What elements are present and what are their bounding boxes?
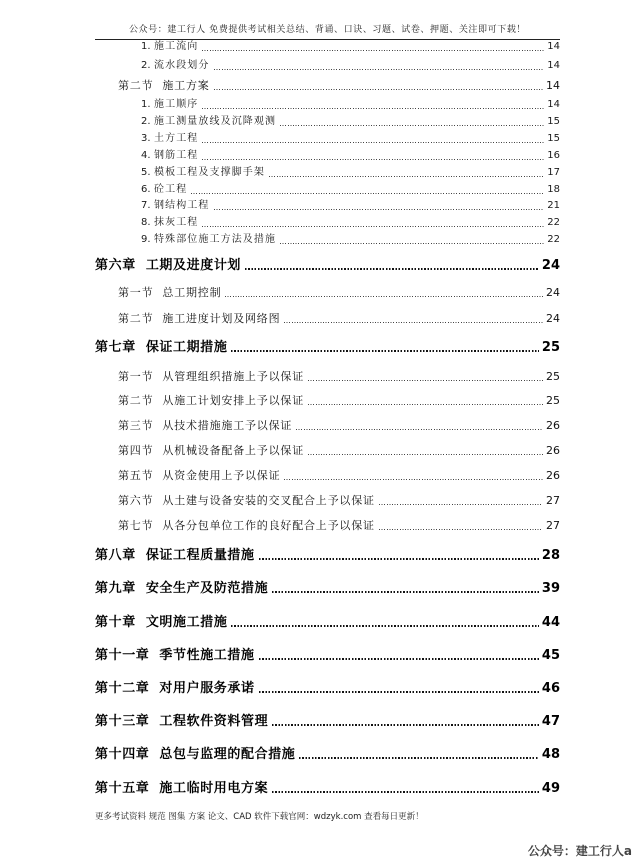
toc-dot-leader [299,757,538,759]
toc-dot-leader [214,89,543,90]
toc-entry-number: 6. [141,184,151,195]
toc-dot-leader [259,558,539,560]
toc-dot-leader [308,454,543,455]
toc-dot-leader [280,243,544,244]
toc-page-number: 27 [546,519,560,532]
toc-entry-number: 第二节 [118,394,154,407]
toc-page-number: 14 [546,79,560,92]
toc-entry-title: 抹灰工程 [154,217,199,228]
toc-subsection-entry [141,165,560,181]
page-header-text: 公众号：建工行人 免费提供考试相关总结、背诵、口诀、习题、试卷、押题、关注即可下载！ [128,25,527,35]
toc-entry-number: 9. [141,234,151,245]
toc-dot-leader [379,504,543,505]
toc-entry-title: 钢筋工程 [154,150,199,161]
toc-entry-title: 从管理组织措施上予以保证 [162,370,305,383]
toc-entry-title: 文明施工措施 [145,615,228,630]
toc-chapter-entry [95,746,560,764]
toc-chapter-entry [95,547,560,565]
toc-entry-number: 第三节 [118,419,154,432]
toc-entry-number: 第二节 [118,312,154,325]
toc-chapter-entry [95,614,560,632]
toc-subsection-entry [141,97,560,113]
toc-entry-number: 第五节 [118,469,154,482]
toc-section-entry [118,369,560,385]
toc-entry-title: 工期及进度计划 [145,258,242,273]
toc-section-entry [118,285,560,301]
toc-entry-number: 第十二章 [95,681,150,696]
toc-entry-title: 总包与监理的配合措施 [159,747,296,762]
watermark-text: 公众号：建工行人a [527,844,632,858]
toc-page-number: 26 [546,444,560,457]
toc-dot-leader [214,209,545,210]
toc-entry-title: 总工期控制 [162,286,222,299]
toc-section-entry [118,518,560,534]
toc-page-number: 26 [546,419,560,432]
toc-entry-title: 流水段划分 [154,60,210,71]
toc-entry-title: 工程软件资料管理 [159,714,269,729]
toc-subsection-entry [141,131,560,147]
toc-section-entry [118,311,560,327]
toc-entry-number: 第二节 [118,79,154,92]
toc-page-number: 17 [547,167,560,178]
toc-subsection-entry [141,58,560,74]
toc-entry-number: 第八章 [95,548,136,563]
toc-section-entry [118,393,560,409]
toc-dot-leader [308,404,543,405]
toc-chapter-entry [95,680,560,698]
toc-page-number: 21 [547,200,560,211]
toc-subsection-entry [141,182,560,198]
toc-subsection-entry [141,198,560,214]
toc-section-entry [118,443,560,459]
toc-entry-number: 第一节 [118,286,154,299]
toc-entry-number: 第十三章 [95,714,150,729]
toc-page-number: 15 [547,116,560,127]
toc-dot-leader [272,724,539,726]
toc-entry-number: 第十一章 [95,648,150,663]
toc-entry-title: 从施工计划安排上予以保证 [162,394,305,407]
toc-entry-title: 砼工程 [154,184,188,195]
toc-dot-leader [259,691,539,693]
toc-page-number: 25 [546,370,560,383]
toc-dot-leader [284,479,543,480]
toc-dot-leader [231,350,538,352]
toc-dot-leader [225,296,543,297]
toc-chapter-entry [95,580,560,598]
toc-section-entry [118,78,560,94]
toc-dot-leader [269,176,544,177]
toc-subsection-entry [141,39,560,55]
toc-entry-title: 从资金使用上予以保证 [162,469,281,482]
toc-entry-title: 钢结构工程 [154,200,210,211]
toc-page-number: 39 [541,581,560,596]
toc-page-number: 14 [547,99,560,110]
toc-dot-leader [231,625,538,627]
toc-entry-number: 第十四章 [95,747,150,762]
toc-page-number: 26 [546,469,560,482]
toc-entry-title: 特殊部位施工方法及措施 [154,234,277,245]
toc-subsection-entry [141,114,560,130]
toc-chapter-entry [95,339,560,357]
toc-entry-number: 3. [141,133,151,144]
toc-entry-number: 4. [141,150,151,161]
toc-entry-number: 第六节 [118,494,154,507]
toc-page-number: 18 [547,184,560,195]
toc-dot-leader [202,142,544,143]
toc-dot-leader [259,658,539,660]
toc-section-entry [118,418,560,434]
toc-entry-title: 从土建与设备安装的交叉配合上予以保证 [162,494,375,507]
toc-entry-title: 施工方案 [162,79,210,92]
toc-dot-leader [191,193,544,194]
toc-dot-leader [308,380,543,381]
toc-page-number: 24 [546,286,560,299]
toc-entry-number: 第十五章 [95,781,150,796]
toc-entry-title: 安全生产及防范措施 [145,581,269,596]
toc-entry-title: 保证工期措施 [145,340,228,355]
toc-page-number: 24 [541,258,560,273]
toc-entry-number: 第七章 [95,340,136,355]
toc-entry-title: 施工进度计划及网络图 [162,312,281,325]
toc-page-number: 14 [547,41,560,52]
toc-dot-leader [379,529,543,530]
toc-dot-leader [202,159,544,160]
toc-entry-title: 土方工程 [154,133,199,144]
toc-dot-leader [202,108,544,109]
toc-entry-number: 第四节 [118,444,154,457]
toc-page-number: 48 [541,747,560,762]
toc-entry-title: 模板工程及支撑脚手架 [154,167,265,178]
toc-entry-title: 对用户服务承诺 [159,681,255,696]
toc-entry-title: 施工流向 [154,41,199,52]
toc-subsection-entry [141,148,560,164]
toc-page-number: 15 [547,133,560,144]
toc-page-number: 25 [546,394,560,407]
toc-entry-number: 1. [141,41,151,52]
toc-entry-title: 从各分包单位工作的良好配合上予以保证 [162,519,375,532]
toc-entry-number: 7. [141,200,151,211]
toc-dot-leader [245,268,539,270]
toc-entry-title: 保证工程质量措施 [145,548,255,563]
toc-page-number: 46 [541,681,560,696]
toc-chapter-entry [95,257,560,275]
toc-page-number: 27 [546,494,560,507]
toc-entry-title: 季节性施工措施 [159,648,255,663]
toc-page-number: 45 [541,648,560,663]
toc-entry-number: 8. [141,217,151,228]
toc-entry-number: 第九章 [95,581,136,596]
toc-section-entry [118,468,560,484]
toc-entry-number: 第一节 [118,370,154,383]
toc-page-number: 28 [541,548,560,563]
toc-section-entry [118,493,560,509]
toc-dot-leader [272,791,539,793]
toc-entry-number: 5. [141,167,151,178]
toc-entry-title: 从技术措施施工予以保证 [162,419,293,432]
toc-chapter-entry [95,647,560,665]
toc-page-number: 16 [547,150,560,161]
toc-dot-leader [214,69,545,70]
toc-dot-leader [202,226,544,227]
toc-dot-leader [284,322,543,323]
toc-entry-number: 1. [141,99,151,110]
toc-page-number: 44 [541,615,560,630]
toc-entry-title: 从机械设备配备上予以保证 [162,444,305,457]
toc-entry-number: 第六章 [95,258,136,273]
toc-entry-title: 施工测量放线及沉降观测 [154,116,277,127]
toc-entry-number: 2. [141,60,151,71]
toc-page-number: 22 [547,234,560,245]
toc-dot-leader [272,591,539,593]
toc-page-number: 24 [546,312,560,325]
toc-entry-number: 第七节 [118,519,154,532]
toc-entry-title: 施工顺序 [154,99,199,110]
toc-page-number: 25 [541,340,560,355]
toc-chapter-entry [95,713,560,731]
toc-chapter-entry [95,780,560,798]
toc-entry-title: 施工临时用电方案 [159,781,269,796]
toc-dot-leader [202,50,544,51]
toc-dot-leader [296,429,543,430]
toc-entry-number: 2. [141,116,151,127]
toc-subsection-entry [141,215,560,231]
toc-page-number: 47 [541,714,560,729]
toc-dot-leader [280,125,544,126]
toc-page-number: 49 [541,781,560,796]
toc-page-number: 14 [547,60,560,71]
toc-page-number: 22 [547,217,560,228]
page-footer-text: 更多考试资料 规范 图集 方案 论文、CAD 软件下载官网：wdzyk.com 查看每日更新！ [95,812,424,822]
toc-entry-number: 第十章 [95,615,136,630]
toc-subsection-entry [141,232,560,248]
